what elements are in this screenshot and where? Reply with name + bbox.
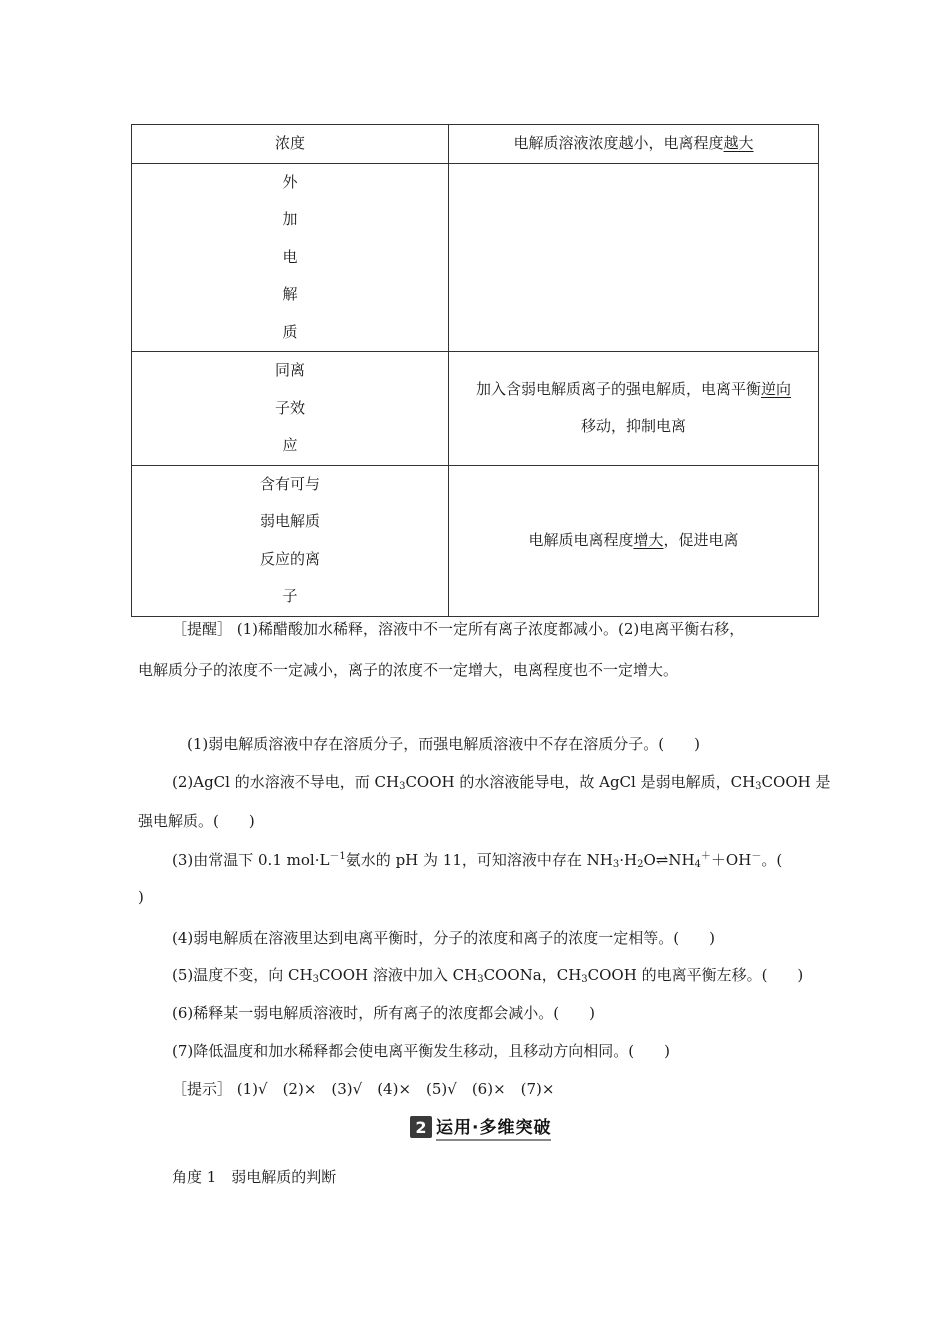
effect-cell-concentration: 电解质溶液浓度越小，电离程度越大	[449, 125, 819, 164]
answer-underline: 增大	[633, 530, 664, 549]
reminder-line-2: 电解质分子的浓度不一定减小，离子的浓度不一定增大，电离程度也不一定增大。	[138, 661, 679, 679]
reminder-line-1: ［提醒］ (1)稀醋酸加水稀释，溶液中不一定所有离子浓度都减小。(2)电离平衡右移，	[172, 620, 745, 638]
section-banner	[410, 1115, 551, 1139]
factor-cell-reactive-ion: 含有可与 弱电解质 反应的离 子	[132, 465, 449, 616]
answer-underline: 越大	[723, 134, 754, 152]
question-5: (5)温度不变，向 $CH_3COOH$ 溶液中加入 $CH_3COONa$，$CH_3COOH$ 的电离平衡左移。( )	[172, 966, 804, 985]
question-2-cont: 强电解质。( )	[138, 812, 255, 830]
question-7: (7)降低温度和加水稀释都会使电离平衡发生移动，且移动方向相同。( )	[172, 1042, 670, 1060]
question-1: (1)弱电解质溶液中存在溶质分子，而强电解质溶液中不存在溶质分子。( )	[187, 735, 700, 753]
answer-hint: ［提示］ (1)√ (2)× (3)√ (4)× (5)√ (6)× (7)×	[172, 1080, 555, 1098]
question-3: (3)由常温下 0.1 $mol\cdot L^{-1}$氨水的 pH 为 11，可知溶液中存在 $NH_3\cdot H_2O\rightleftharpoons NH_4^++OH^-$。(	[172, 851, 783, 870]
factor-cell-concentration: 浓度	[132, 125, 449, 164]
effect-cell-reactive-ion: 电解质电离程度增大，促进电离	[449, 465, 819, 616]
question-3-cont: )	[138, 888, 144, 906]
table-row	[132, 163, 819, 352]
table-row	[132, 465, 819, 616]
effect-cell-common-ion: 加入含弱电解质离子的强电解质，电离平衡逆向 移动，抑制电离	[449, 352, 819, 466]
question-2: (2)AgCl 的水溶液不导电，而 $CH_3COOH$ 的水溶液能导电，故 AgCl 是弱电解质，$CH_3COOH$ 是	[172, 773, 831, 792]
table-row	[132, 352, 819, 466]
factor-cell-external-electrolyte: 外 加 电 解 质	[132, 163, 449, 352]
question-6: (6)稀释某一弱电解质溶液时，所有离子的浓度都会减小。( )	[172, 1004, 595, 1022]
section-title: 运用·多维突破	[436, 1113, 551, 1141]
factor-cell-common-ion: 同离 子效 应	[132, 352, 449, 466]
question-4: (4)弱电解质在溶液里达到电离平衡时，分子的浓度和离子的浓度一定相等。( )	[172, 929, 715, 947]
effect-cell-empty	[449, 163, 819, 352]
factor-table	[131, 124, 819, 617]
angle-heading: 角度 1 弱电解质的判断	[172, 1168, 337, 1186]
answer-underline: 逆向	[761, 379, 792, 398]
section-number-badge: 2	[410, 1116, 432, 1138]
table-row	[132, 125, 819, 164]
